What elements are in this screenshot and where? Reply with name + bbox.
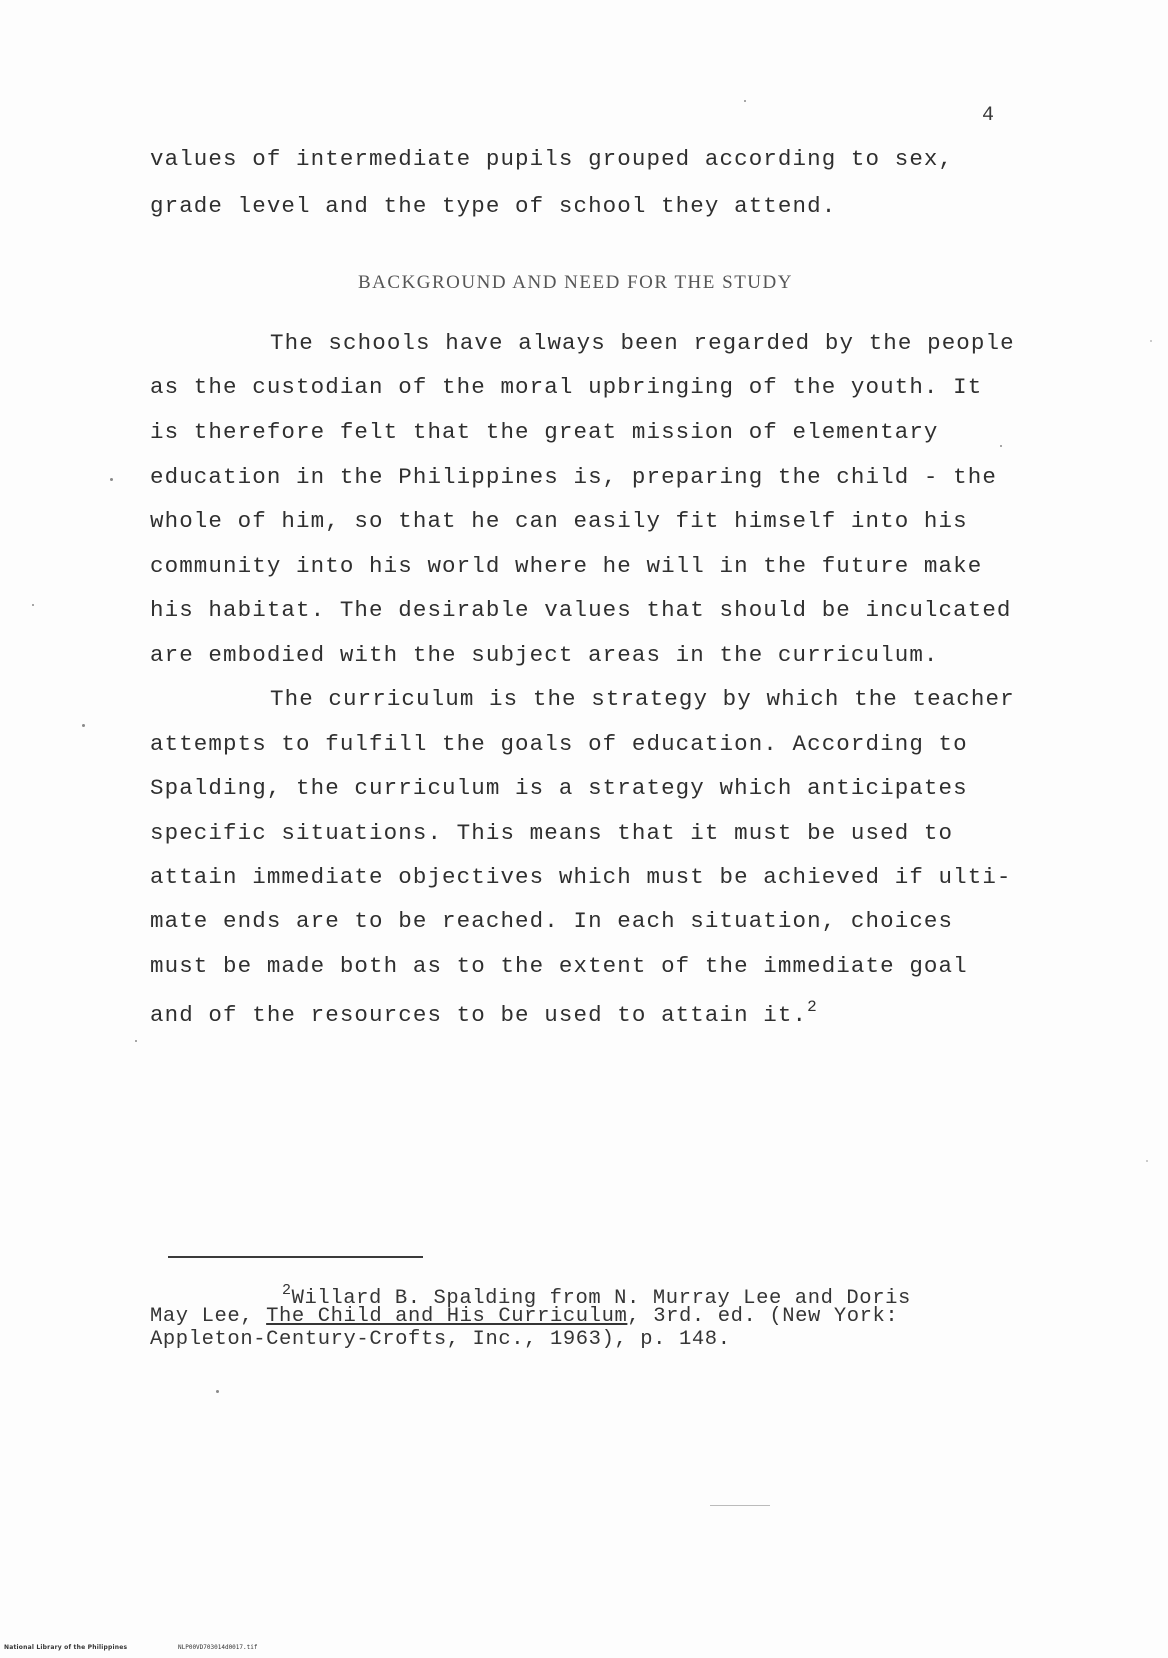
scan-library-label: National Library of the Philippines	[4, 1644, 128, 1651]
scan-file-label: NLP00VD703014d0017.tif	[178, 1644, 258, 1651]
paragraph1-line-8: are embodied with the subject areas in the curriculum.	[150, 642, 939, 668]
footnote-book-title: The Child and His Curriculum	[266, 1305, 628, 1328]
paragraph2-line-3: Spalding, the curriculum is a strategy which anticipates	[150, 775, 968, 801]
scan-speck	[32, 604, 34, 606]
paragraph1-line-6: community into his world where he will in the future make	[150, 553, 983, 579]
paragraph2-line-8	[150, 998, 817, 1028]
paragraph1-line-7: his habitat. The desirable values that should be inculcated	[150, 597, 1012, 623]
footnote-separator	[168, 1256, 423, 1258]
scan-speck	[1146, 1160, 1148, 1162]
intro-line-1: values of intermediate pupils grouped according to sex,	[150, 146, 954, 172]
scan-speck	[1150, 340, 1152, 342]
footnote-reference: 2	[807, 998, 817, 1016]
footnote-line-2-prefix: May Lee,	[150, 1305, 267, 1328]
section-heading: BACKGROUND AND NEED FOR THE STUDY	[358, 272, 793, 293]
paragraph1-line-5: whole of him, so that he can easily fit himself into his	[150, 508, 968, 534]
footnote-line-2-suffix: , 3rd. ed. (New York:	[627, 1305, 899, 1328]
scan-streak	[710, 1505, 770, 1506]
paragraph2-line-6: mate ends are to be reached. In each situation, choices	[150, 908, 954, 934]
intro-line-2: grade level and the type of school they attend.	[150, 193, 837, 219]
scan-speck	[1000, 445, 1002, 447]
scan-speck	[135, 1040, 137, 1042]
footnote-line-2	[150, 1305, 898, 1328]
paragraph2-line-4: specific situations. This means that it must be used to	[150, 820, 954, 846]
paragraph2-line-2: attempts to fulfill the goals of education. According to	[150, 731, 968, 757]
paragraph1-line-4: education in the Philippines is, preparing the child - the	[150, 464, 997, 490]
paragraph2-line-5: attain immediate objectives which must be achieved if ulti-	[150, 864, 1012, 890]
paragraph2-line-7: must be made both as to the extent of the immediate goal	[150, 953, 968, 979]
paragraph1-line-3: is therefore felt that the great mission of elementary	[150, 419, 939, 445]
paragraph1-line-1: The schools have always been regarded by the people	[270, 330, 1015, 356]
footnote-line-1-text: Willard B. Spalding from N. Murray Lee and Doris	[291, 1287, 911, 1310]
footnote-line-3: Appleton-Century-Crofts, Inc., 1963), p. 148.	[150, 1328, 731, 1351]
scan-speck	[216, 1390, 219, 1393]
page-number: 4	[982, 104, 995, 127]
scan-speck	[82, 724, 85, 727]
footnote-marker: 2	[282, 1282, 292, 1299]
paragraph1-line-2: as the custodian of the moral upbringing of the youth. It	[150, 374, 983, 400]
scan-speck	[110, 478, 113, 481]
paragraph2-line-8-text: and of the resources to be used to attain it.	[150, 1002, 808, 1028]
scan-speck	[744, 100, 746, 102]
paragraph2-line-1: The curriculum is the strategy by which the teacher	[270, 686, 1015, 712]
